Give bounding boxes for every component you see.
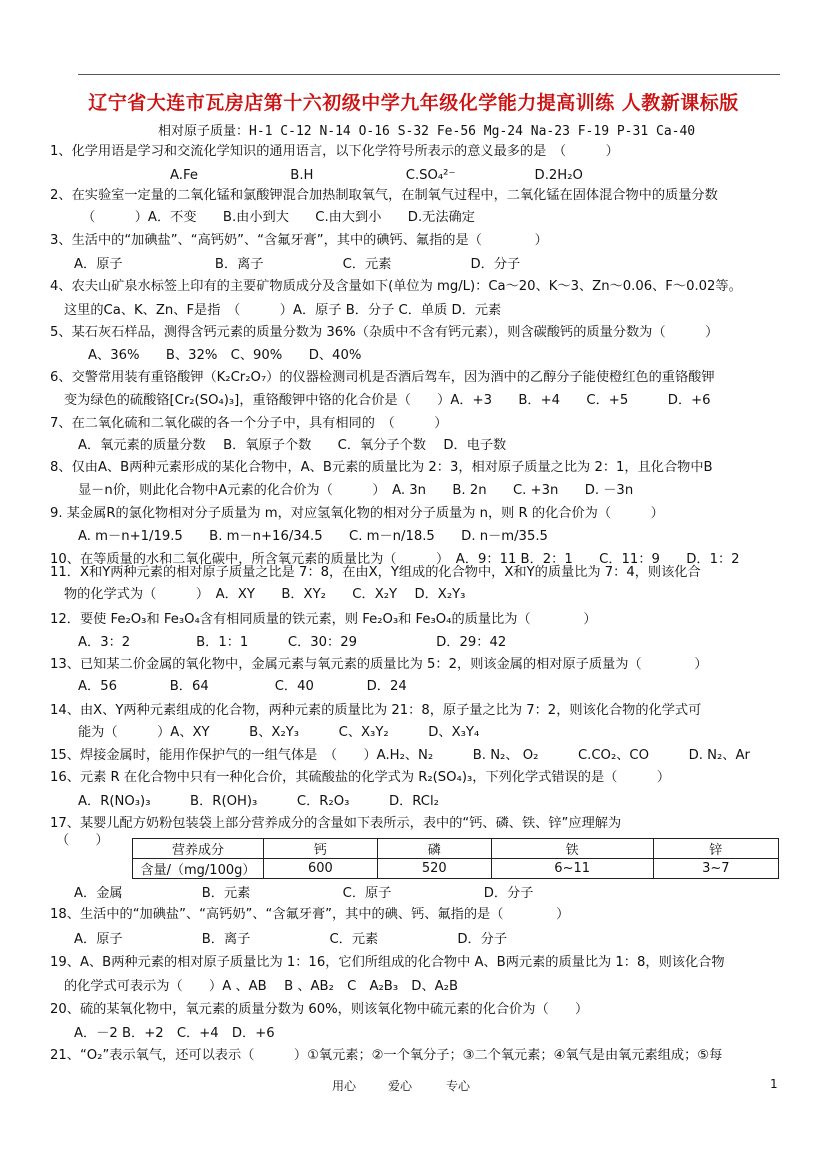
footer-text: 爱心 bbox=[388, 1079, 413, 1093]
option-line: A. m－n+1/19.5 B. m－n+16/34.5 C. m－n/18.5 D. n－m/35.5 bbox=[78, 529, 548, 544]
question-line: 5、某石灰石样品，测得含钙元素的质量分数为 36%（杂质中不含有钙元素），则含碳酸钙的质量分数为（ ） bbox=[50, 325, 719, 340]
page-number: 1 bbox=[770, 1077, 778, 1091]
answer-bracket: （ ） bbox=[56, 833, 109, 848]
option-line: A．3：2 B．1：1 C．30：29 D．29：42 bbox=[78, 635, 507, 650]
option-line: （ ）A．不变 B.由小到大 C.由大到小 D.无法确定 bbox=[82, 210, 475, 225]
question-line: 1、化学用语是学习和交流化学知识的通用语言，以下化学符号所表示的意义最多的是 （ ） bbox=[50, 144, 619, 159]
table-row bbox=[133, 859, 779, 879]
question-line: 9. 某金属R的氯化物相对分子质量为 m，对应氢氧化物的相对分子质量为 n，则 R 的化合价为（ ） bbox=[50, 506, 664, 521]
page-title: 辽宁省大连市瓦房店第十六初级中学九年级化学能力提高训练 人教新课标版 bbox=[88, 92, 739, 114]
question-line: 15、焊接金属时，能用作保护气的一组气体是 （ ）A.H₂、N₂ B. N₂、 O₂ C.CO₂、CO D. N₂、Ar bbox=[50, 748, 750, 763]
question-line: 这里的Ca、K、Zn、F是指 （ ）A．原子 B．分子 C．单质 D．元素 bbox=[64, 303, 502, 318]
option-line: A.Fe B.H C.SO₄²⁻ D.2H₂O bbox=[170, 168, 583, 183]
table-cell: 3~7 bbox=[653, 859, 778, 879]
question-line: 3、生活中的“加碘盐”、“高钙奶”、“含氟牙膏”，其中的碘钙、氟指的是（ ） bbox=[50, 233, 548, 248]
atomic-mass-line: 相对原子质量：H-1 C-12 N-14 O-16 S-32 Fe-56 Mg-24 Na-23 F-19 P-31 Ca-40 bbox=[158, 124, 696, 139]
question-line: 显－n价，则此化合物中A元素的化合价为（ ） A. 3n B. 2n C. +3n D. －3n bbox=[78, 483, 634, 498]
option-line: A、36% B、32% C、90% D、40% bbox=[88, 348, 362, 363]
table-cell: 铁 bbox=[491, 839, 653, 859]
question-line: 7、在二氧化硫和二氧化碳的各一个分子中，具有相同的 （ ） bbox=[50, 416, 448, 431]
question-line: 18、生活中的“加碘盐”、“高钙奶”、“含氟牙膏”，其中的碘、钙、氟指的是（ ） bbox=[50, 907, 570, 922]
table-cell: 含量/（mg/100g） bbox=[133, 859, 264, 879]
question-line: 20、硫的某氧化物中，氧元素的质量分数为 60%，则该氧化物中硫元素的化合价为（ ） bbox=[50, 1002, 589, 1017]
question-line: 的化学式可表示为（ ）A 、AB B 、AB₂ C A₂B₃ D、A₂B bbox=[64, 979, 458, 994]
table-row bbox=[133, 839, 779, 859]
option-line: A．原子 B．离子 C．元素 D．分子 bbox=[74, 932, 508, 947]
question-line: 2、在实验室一定量的二氧化锰和氯酸钾混合加热制取氧气，在制氧气过程中，二氧化锰在固体混合物中的质量分数 bbox=[50, 188, 718, 203]
footer-text: 用心 bbox=[332, 1079, 357, 1093]
table-cell: 锌 bbox=[653, 839, 778, 859]
question-line: 能为（ ）A、XY B、X₂Y₃ C、X₃Y₂ D、X₃Y₄ bbox=[78, 725, 480, 740]
question-line: 变为绿色的硫酸铬[Cr₂(SO₄)₃]，重铬酸钾中铬的化合价是（ ）A．+3 B．+4 C．+5 D．+6 bbox=[64, 393, 711, 408]
option-line: A．金属 B．元素 C．原子 D．分子 bbox=[74, 886, 534, 901]
question-line: 14、由X、Y两种元素组成的化合物，两种元素的质量比为 21：8，原子量之比为 7：2，则该化合物的化学式可 bbox=[50, 703, 702, 718]
question-line: 10、在等质量的水和二氧化碳中，所含氧元素的质量比为（ ） A．9：11 B．2：1 C．11：9 D．1：2 bbox=[50, 552, 740, 567]
table-cell: 6~11 bbox=[491, 859, 653, 879]
footer-text: 专心 bbox=[446, 1079, 471, 1093]
header-rule bbox=[78, 74, 780, 75]
question-line: 13、已知某二价金属的氧化物中，金属元素与氧元素的质量比为 5：2，则该金属的相对原子质量为（ ） bbox=[50, 657, 708, 672]
question-line: 21、“O₂”表示氧气，还可以表示（ ）①氧元素；②一个氧分子；③二个氧元素；④氧气是由氧元素组成；⑤每 bbox=[50, 1048, 723, 1063]
table-cell: 钙 bbox=[264, 839, 378, 859]
question-line: 物的化学式为（ ） A．XY B．XY₂ C．X₂Y D．X₂Y₃ bbox=[64, 587, 466, 602]
question-line: 12．要使 Fe₂O₃和 Fe₃O₄含有相同质量的铁元素，则 Fe₂O₃和 Fe₃O₄的质量比为（ ） bbox=[50, 612, 597, 627]
table-cell: 磷 bbox=[377, 839, 491, 859]
option-line: A．56 B．64 C．40 D．24 bbox=[78, 679, 407, 694]
table-cell: 520 bbox=[377, 859, 491, 879]
question-line: 19、A、B两种元素的相对原子质量比为 1：16，它们所组成的化合物中 A、B两元素的质量比为 1：8，则该化合物 bbox=[50, 955, 725, 970]
question-line: 17、某婴儿配方奶粉包装袋上部分营养成分的含量如下表所示，表中的“钙、磷、铁、锌”应理解为 bbox=[50, 816, 622, 831]
nutrition-table bbox=[132, 838, 779, 879]
option-line: A．R(NO₃)₃ B．R(OH)₃ C．R₂O₃ D．RCl₂ bbox=[78, 794, 439, 809]
table-cell: 营养成分 bbox=[133, 839, 264, 859]
table-cell: 600 bbox=[264, 859, 378, 879]
question-line: 6、交警常用装有重铬酸钾（K₂Cr₂O₇）的仪器检测司机是否酒后驾车，因为酒中的乙醇分子能使橙红色的重铬酸钾 bbox=[50, 370, 715, 385]
question-line: 16、元素 R 在化合物中只有一种化合价，其硫酸盐的化学式为 R₂(SO₄)₃，下列化学式错误的是（ ） bbox=[50, 770, 671, 785]
question-line: 4、农夫山矿泉水标签上印有的主要矿物质成分及含量如下(单位为 mg/L)：Ca～20、K～3、Zn～0.06、F～0.02等。 bbox=[50, 279, 742, 294]
option-line: A．－2 B．+2 C．+4 D．+6 bbox=[74, 1026, 275, 1041]
question-line: 11．X和Y两种元素的相对原子质量之比是 7：8，在由X，Y组成的化合物中，X和Y的质量比为 7：4，则该化合 bbox=[50, 565, 701, 580]
option-line: A．氧元素的质量分数 B．氧原子个数 C．氧分子个数 D．电子数 bbox=[78, 438, 507, 453]
question-line: 8、仅由A、B两种元素形成的某化合物中，A、B元素的质量比为 2：3，相对原子质量之比为 2：1，且化合物中B bbox=[50, 460, 713, 475]
option-line: A．原子 B．离子 C．元素 D．分子 bbox=[74, 257, 521, 272]
